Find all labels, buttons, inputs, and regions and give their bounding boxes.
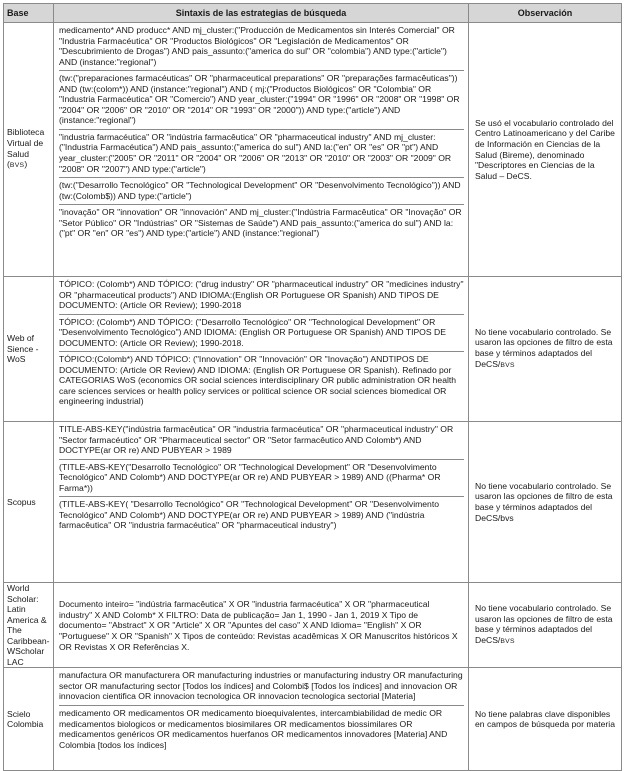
observation-cell-scopus: No tiene vocabulario controlado. Se usaron las opciones de filtro de esta base y términos adaptados del DeCS/bvs — [469, 422, 622, 583]
syntax-scopus-2: (TITLE-ABS-KEY("Desarrollo Tecnológico" OR "Technological Development" OR "Desenvolvimento Tecnológico" AND Colomb*) AND DOCTYPE(ar OR re) AND PUBYEAR > 1989) AND ((Pharma* OR Farma*)) — [59, 461, 441, 493]
table-row-bvs — [4, 23, 622, 277]
observation-world-scholar-abbr: BVS — [500, 637, 515, 645]
header-observation: Observación — [469, 4, 622, 23]
divider — [59, 496, 464, 497]
base-cell-bvs — [4, 23, 54, 277]
syntax-scielo-1: manufactura OR manufacturera OR manufacturing industries or manufacturing industry OR manufacturing sector OR manufacturing sector [Todos los índices] and Colombi$ [Todos los índices] and innovacion OR innovacion cientifica OR innovacion tecnologica OR innovacion tecnologica sectorial [Materia] — [59, 670, 463, 702]
syntax-world-scholar-1: Documento inteiro= "indústria farmacêutica" X OR "industria farmacéutica" X OR "pharmaceutical industry" X AND Colomb* X FILTRO: Data de publicação= Jan 1, 1990 - Jan 1, 2019 X Tipo de documento= "Abstract" X OR "Article" X OR "Apuntes del caso" X AND Idioma= "English" X OR "Portuguese" X OR "Spanish" X Tipos de conteúdo: Revistas acadêmicas X OR Manuscritos históricos X OR Revistas X OR Referências X. — [59, 599, 458, 652]
syntax-cell-bvs — [54, 23, 469, 277]
divider — [59, 459, 464, 460]
divider — [59, 204, 464, 205]
table-row-wos — [4, 277, 622, 422]
syntax-wos-1: TÓPICO: (Colomb*) AND TÓPICO: ("drug industry" OR "pharmaceutical industry" OR "medicines industry" OR "pharmaceutical products") AND IDIOMA:(English OR Portuguese OR Spanish) AND TIPOS DE DOCUMENTO: (Article OR Review); 1990-2018 — [59, 279, 464, 311]
header-row — [4, 4, 622, 23]
base-bvs-close: ) — [24, 159, 28, 170]
base-cell-world-scholar: World Scholar: Latin America & The Caribbean-WScholar LAC — [4, 583, 54, 668]
observation-cell-wos — [469, 277, 622, 422]
divider — [59, 314, 464, 315]
table-row-scielo — [4, 668, 622, 771]
observation-world-scholar-text: No tiene vocabulario controlado. Se usaron las opciones de filtro de esta base y términos adaptados del DeCS/ — [475, 603, 613, 645]
syntax-bvs-2: (tw:("preparaciones farmacéuticas" OR "pharmaceutical preparations" OR "preparações farmacêuticas")) AND (tw:(colom*)) AND (instance:"regional") AND ( mj:("Productos Biológicos" OR "Colombia" OR "Industria Farmacéutica" OR "Comercio") AND year_cluster:("1994" OR "1996" OR "2008" OR "1998" OR "2004" OR "2006" OR "2010" OR "2014" OR "1993" OR "2000")) AND type:("article") AND (instance:"regional") — [59, 73, 460, 126]
syntax-bvs-5: "inovação" OR "innovation" OR "innovación" AND mj_cluster:("Indústria Farmacêutica" OR "Inovação" OR "Setor Público" OR "Indústrias" OR "Sistemas de Saúde") AND pais_assunto:("america do sul") AND la:("pt" OR "en" OR "es") AND type:("article") AND (instance:"regional") — [59, 207, 462, 239]
syntax-scopus-1: TITLE-ABS-KEY("indústria farmacêutica" OR "industria farmacéutica" OR "pharmaceutical industry" OR "Sector farmacéutico" OR "Pharmaceutical sector" OR "Setor farmacêutico AND Colomb*) AND DOCTYPE(ar OR re) AND PUBYEAR > 1989 — [59, 424, 454, 456]
observation-wos-abbr: BVS — [500, 361, 515, 369]
header-base: Base — [4, 4, 54, 23]
syntax-bvs-4: (tw:("Desarrollo Tecnológico" OR "Technological Development" OR "Desenvolvimento Tecnológico")) AND (tw:(Colomb$)) AND type:("article") — [59, 180, 461, 201]
base-bvs-line-3: Salud ( — [7, 148, 29, 170]
syntax-cell-world-scholar — [54, 583, 469, 668]
syntax-scielo-2: medicamento OR medicamentos OR medicamento bioequivalentes, intercambiabilidad de medic OR medicamentos biologicos or medicamentos biosimilares OR medicamentos biossimilares OR medicamentos genéricos OR medicamentos huerfanos OR medicamentos innovadores [Materia] AND Colombia [todos los índices] — [59, 708, 448, 750]
syntax-wos-3: TÓPICO:(Colomb*) AND TÓPICO: ("Innovation" OR "Innovación" OR "Inovação") ANDTIPOS DE DOCUMENTO: (Article OR Review) AND IDIOMA: (English OR Portuguese OR Spanish). Refinado por CATEGORIAS WoS (economics OR social sciences interdisciplinary OR public administration OR health care sciences services or health policy services or political science OR social sciences biomedical OR engineering industrial) — [59, 354, 457, 407]
header-syntax: Sintaxis de las estrategias de búsqueda — [54, 4, 469, 23]
base-bvs-line-2: Virtual de — [7, 137, 44, 148]
base-bvs-line-1: Biblioteca — [7, 127, 45, 138]
syntax-bvs-1: medicamento* AND producc* AND mj_cluster:("Producción de Medicamentos sin Interés Comercial" OR "Industria Farmacéutica" OR "Productos Biológicos" OR "Legislación de Medicamentos" OR "Descubrimiento de Drogas") AND pais_assunto:("america do sul" OR "colombia") AND type:("article") AND (instance:"regional") — [59, 25, 455, 67]
base-cell-scielo: Scielo Colombia — [4, 668, 54, 771]
divider — [59, 70, 464, 71]
search-strategies-table — [3, 3, 622, 771]
divider — [59, 177, 464, 178]
divider — [59, 705, 464, 706]
syntax-cell-scielo — [54, 668, 469, 771]
syntax-wos-2: TÓPICO: (Colomb*) AND TÓPICO: ("Desarrollo Tecnológico" OR "Technological Development" OR "Desenvolvimento Tecnológico") AND IDIOMA: (English OR Portuguese OR Spanish) AND TIPOS DE DOCUMENTO: (Article OR Review); 1990-2018. — [59, 316, 446, 348]
divider — [59, 129, 464, 130]
base-cell-wos: Web of Sience - WoS — [4, 277, 54, 422]
observation-cell-world-scholar — [469, 583, 622, 668]
syntax-cell-wos — [54, 277, 469, 422]
syntax-cell-scopus — [54, 422, 469, 583]
observation-cell-scielo: No tiene palabras clave disponibles en campos de búsqueda por materia — [469, 668, 622, 771]
base-cell-scopus: Scopus — [4, 422, 54, 583]
divider — [59, 351, 464, 352]
syntax-scopus-3: (TITLE-ABS-KEY( "Desarrollo Tecnológico" OR "Technological Development" OR "Desenvolvimento Tecnológico" AND Colomb*) AND DOCTYPE(ar OR re) AND PUBYEAR > 1989) AND ("indústria farmacêutica" OR "industria farmacéutica" OR "pharmaceutical industry") — [59, 499, 440, 531]
table-row-world-scholar — [4, 583, 622, 668]
observation-wos-text: No tiene vocabulario controlado. Se usaron las opciones de filtro de esta base y términos adaptados del DeCS/ — [475, 326, 613, 369]
observation-cell-bvs: Se usó el vocabulario controlado del Centro Latinoamericano y del Caribe de Información en Ciencias de la Salud (Bireme), denominado "Descriptores en Ciencias de la Salud – DeCS. — [469, 23, 622, 277]
table-row-scopus — [4, 422, 622, 583]
base-bvs-abbr: BVS — [9, 162, 25, 170]
syntax-bvs-3: "industria farmacéutica" OR "indústria farmacêutica" OR "pharmaceutical industry" AND mj_cluster:("Industria Farmacéutica") AND pais_assunto:("america do sul") AND la:("en" OR "es" OR "pt") AND year_cluster:("2005" OR "2011" OR "2004" OR "2006" OR "2013" OR "2010" OR "2003" OR "2009" OR "2008" OR "2007") AND type:("article") — [59, 131, 452, 174]
